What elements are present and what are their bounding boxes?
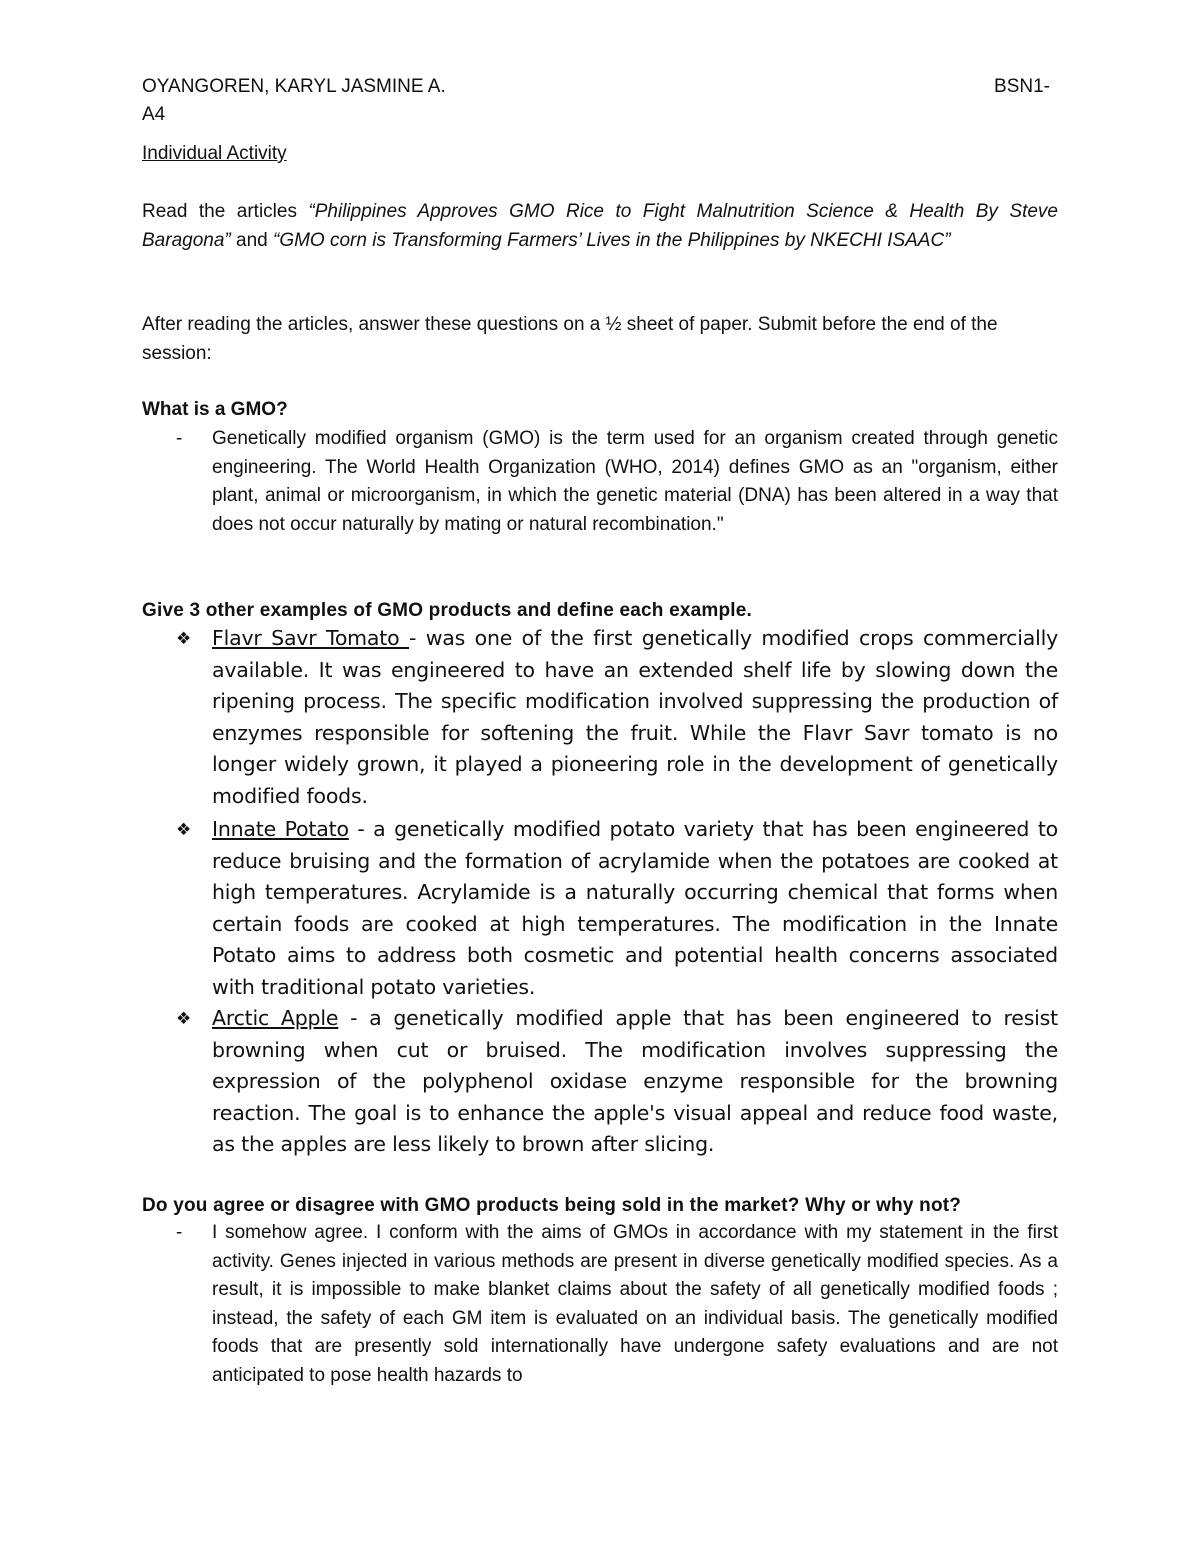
diamond-bullet-icon: ❖ [176, 820, 192, 840]
example-definition: - was one of the first genetically modified crops commercially available. It was engineered to have an extended shelf life by slowing down the ripening process. The specific modification involved suppressing the production of enzymes responsible for softening the fruit. While the Flavr Savr tomato is no longer widely grown, it played a pioneering role in the development of genetically modified foods. [212, 626, 1058, 808]
article-title-1: “Philippines Approves GMO Rice to Fight Malnutrition Science & Health By Steve Baragona” [142, 201, 1058, 251]
answer-instructions [142, 311, 1058, 368]
question-1-text: What is a GMO? [142, 399, 288, 420]
student-name: OYANGOREN, KARYL JASMINE A. [142, 76, 446, 97]
after-reading-text: After reading the articles, answer these questions on a ½ sheet of paper. Submit before the end of the session: [142, 314, 998, 364]
diamond-bullet-icon: ❖ [176, 629, 192, 649]
section-label-continued: A4 [142, 104, 166, 125]
example-definition: - a genetically modified apple that has been engineered to resist browning when cut or bruised. The modification involves suppressing the expression of the polyphenol oxidase enzyme responsible for the browning reaction. The goal is to enhance the apple's visual appeal and reduce food waste, as the apples are less likely to brown after slicing. [212, 1006, 1058, 1156]
example-term: Arctic Apple [212, 1006, 339, 1030]
gmo-example-2 [142, 814, 1058, 1003]
section-label: BSN1- [994, 76, 1050, 97]
example-definition: - a genetically modified potato variety that has been engineered to reduce bruising and the formation of acrylamide when the potatoes are cooked at high temperatures. Acrylamide is a naturally occurring chemical that forms when certain foods are cooked at high temperatures. The modification in the Innate Potato aims to address both cosmetic and potential health concerns associated with traditional potato varieties. [212, 817, 1059, 999]
dash-marker: - [176, 1222, 183, 1243]
and-text: and [230, 229, 273, 251]
question-3-text: Do you agree or disagree with GMO products being sold in the market? Why or why not? [142, 1195, 962, 1216]
answer-1 [142, 425, 1058, 539]
example-term: Flavr Savr Tomato [212, 626, 409, 650]
question-2-text: Give 3 other examples of GMO products and define each example. [142, 600, 753, 621]
answer-3-text: I somehow agree. I conform with the aims of GMOs in accordance with my statement in the first activity. Genes injected in various methods are present in diverse genetically modified species. As a result, it is impossible to make blanket claims about the safety of all genetically modified foods ; instead, the safety of each GM item is evaluated on an individual basis. The genetically modified foods that are presently sold internationally have undergone safety evaluations and are not anticipated to pose health hazards to [212, 1222, 1058, 1386]
reading-instructions [142, 198, 1058, 255]
read-prefix: Read the articles [142, 201, 309, 222]
answer-1-text: Genetically modified organism (GMO) is the term used for an organism created through genetic engineering. The World Health Organization (WHO, 2014) defines GMO as an "organism, either plant, animal or microorganism, in which the genetic material (DNA) has been altered in a way that does not occur naturally by mating or natural recombination." [212, 428, 1058, 535]
question-2 [142, 597, 1058, 626]
question-3 [142, 1192, 1058, 1221]
example-term: Innate Potato [212, 817, 349, 841]
activity-title-block [142, 140, 1058, 169]
gmo-example-1 [142, 623, 1058, 812]
activity-title: Individual Activity [142, 143, 287, 164]
gmo-example-3 [142, 1003, 1058, 1161]
question-1 [142, 396, 1058, 425]
diamond-bullet-icon: ❖ [176, 1009, 192, 1029]
dash-marker: - [176, 428, 183, 449]
answer-3 [142, 1219, 1058, 1390]
article-title-2: “GMO corn is Transforming Farmers’ Lives in the Philippines by NKECHI ISAAC” [273, 229, 951, 251]
